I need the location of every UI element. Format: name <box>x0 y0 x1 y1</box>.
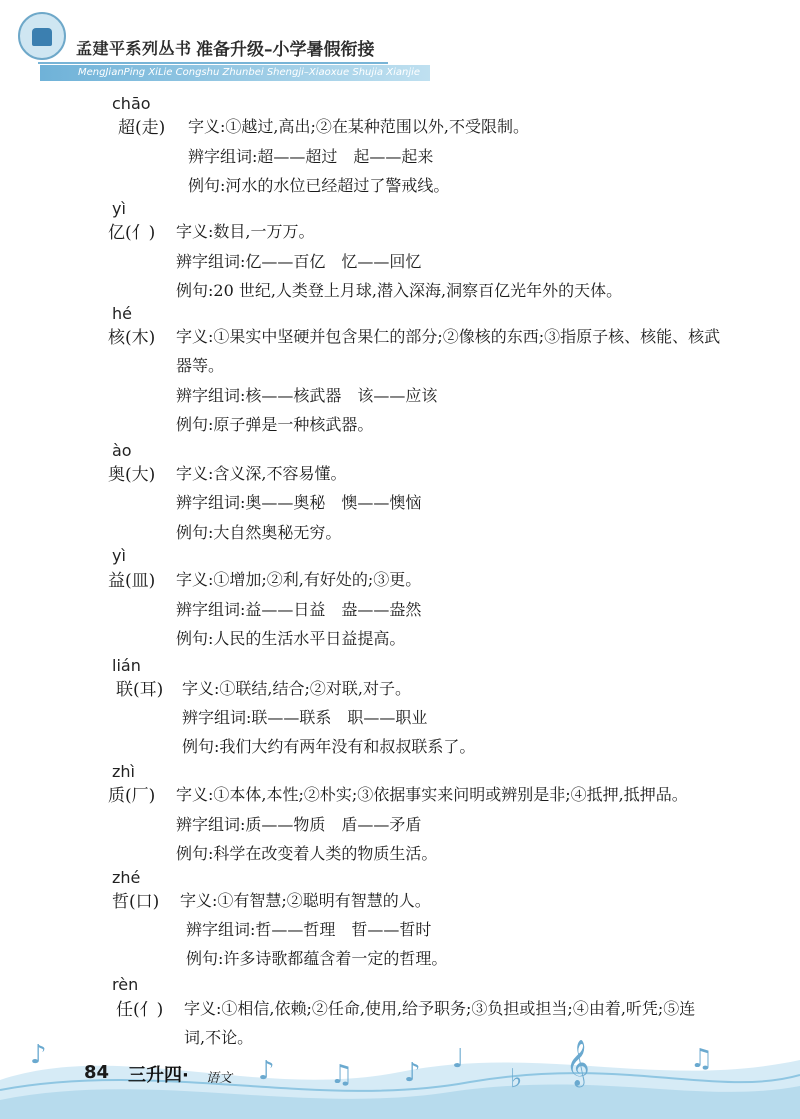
entry-example: 例句:大自然奥秘无穷。 <box>176 523 342 542</box>
entry-example: 例句:人民的生活水平日益提高。 <box>176 629 406 648</box>
entry-pinyin: yì <box>112 199 126 218</box>
footer-wave-decoration <box>0 1020 800 1119</box>
header-pinyin-banner: MengJianPing XiLie Congshu Zhunbei Shengji–Xiaoxue Shujia Xianjie <box>40 65 430 81</box>
music-note-icon: ♪ <box>30 1040 47 1070</box>
music-note-icon: ♩ <box>452 1044 465 1074</box>
entry-words: 辨字组词:质——物质 盾——矛盾 <box>176 815 422 834</box>
series-name: 孟建平系列丛书 <box>76 39 192 58</box>
entry-pinyin: ào <box>112 441 132 460</box>
music-note-icon: ♫ <box>330 1060 354 1090</box>
page-number: 84 <box>84 1062 110 1083</box>
music-note-icon: ♪ <box>258 1056 275 1086</box>
entry-character: 核(木) <box>108 328 156 348</box>
entry-pinyin: hé <box>112 304 132 323</box>
series-logo-icon <box>18 12 66 60</box>
entry-example: 例句:科学在改变着人类的物质生活。 <box>176 844 438 863</box>
book-brand: 三升四· <box>128 1065 189 1086</box>
entry-meaning: 字义:①相信,依赖;②任命,使用,给予职务;③负担或担当;④由着,听凭;⑤连 <box>184 999 696 1018</box>
entry-character: 奥(大) <box>108 465 156 485</box>
entry-words: 辨字组词:超——超过 起——起来 <box>188 147 434 166</box>
entry-meaning-cont: 器等。 <box>176 356 225 375</box>
entry-character: 超(走) <box>118 118 166 138</box>
entry-meaning: 字义:数目,一万万。 <box>176 222 315 241</box>
entry-pinyin: zhé <box>112 868 141 887</box>
entry-example: 例句:原子弹是一种核武器。 <box>176 415 374 434</box>
subject-label: 语文 <box>206 1071 233 1086</box>
entry-pinyin: rèn <box>112 975 139 994</box>
entry-character: 任(亻) <box>116 1000 164 1020</box>
entry-example: 例句:许多诗歌都蕴含着一定的哲理。 <box>186 949 448 968</box>
entry-meaning: 字义:①越过,高出;②在某种范围以外,不受限制。 <box>188 117 529 136</box>
treble-clef-icon: 𝄞 <box>566 1040 590 1086</box>
header-rule <box>38 62 388 64</box>
entry-pinyin: zhì <box>112 762 135 781</box>
entry-pinyin: yì <box>112 546 126 565</box>
entry-character: 哲(口) <box>112 892 160 912</box>
entry-meaning: 字义:①有智慧;②聪明有智慧的人。 <box>180 891 431 910</box>
entry-character: 亿(亻) <box>108 223 156 243</box>
entry-example: 例句:20 世纪,人类登上月球,潜入深海,洞察百亿光年外的天体。 <box>176 281 623 300</box>
entry-example: 例句:河水的水位已经超过了警戒线。 <box>188 176 450 195</box>
entry-words: 辨字组词:联——联系 职——职业 <box>182 708 428 727</box>
entry-character: 益(皿) <box>108 571 156 591</box>
entry-words: 辨字组词:核——核武器 该——应该 <box>176 386 438 405</box>
entry-meaning: 字义:①联结,结合;②对联,对子。 <box>182 679 411 698</box>
entry-character: 质(厂) <box>108 786 156 806</box>
entry-words: 辨字组词:亿——百亿 忆——回忆 <box>176 252 422 271</box>
entry-meaning-cont: 词,不论。 <box>184 1028 254 1047</box>
entry-character: 联(耳) <box>116 680 164 700</box>
entry-pinyin: chāo <box>112 94 151 113</box>
entry-meaning: 字义:①增加;②利,有好处的;③更。 <box>176 570 422 589</box>
entry-words: 辨字组词:哲——哲理 晢——晢时 <box>186 920 432 939</box>
entry-pinyin: lián <box>112 656 141 675</box>
entry-meaning: 字义:①果实中坚硬并包含果仁的部分;②像核的东西;③指原子核、核能、核武 <box>176 327 721 346</box>
music-note-icon: ♫ <box>690 1044 714 1074</box>
entry-meaning: 字义:含义深,不容易懂。 <box>176 464 347 483</box>
book-title: 准备升级–小学暑假衔接 <box>196 40 375 60</box>
music-note-icon: ♭ <box>510 1064 523 1094</box>
entry-words: 辨字组词:益——日益 盎——盎然 <box>176 600 422 619</box>
entry-words: 辨字组词:奥——奥秘 懊——懊恼 <box>176 493 422 512</box>
music-note-icon: ♪ <box>404 1058 421 1088</box>
entry-example: 例句:我们大约有两年没有和叔叔联系了。 <box>182 737 476 756</box>
entry-meaning: 字义:①本体,本性;②朴实;③依据事实来问明或辨别是非;④抵押,抵押品。 <box>176 785 688 804</box>
